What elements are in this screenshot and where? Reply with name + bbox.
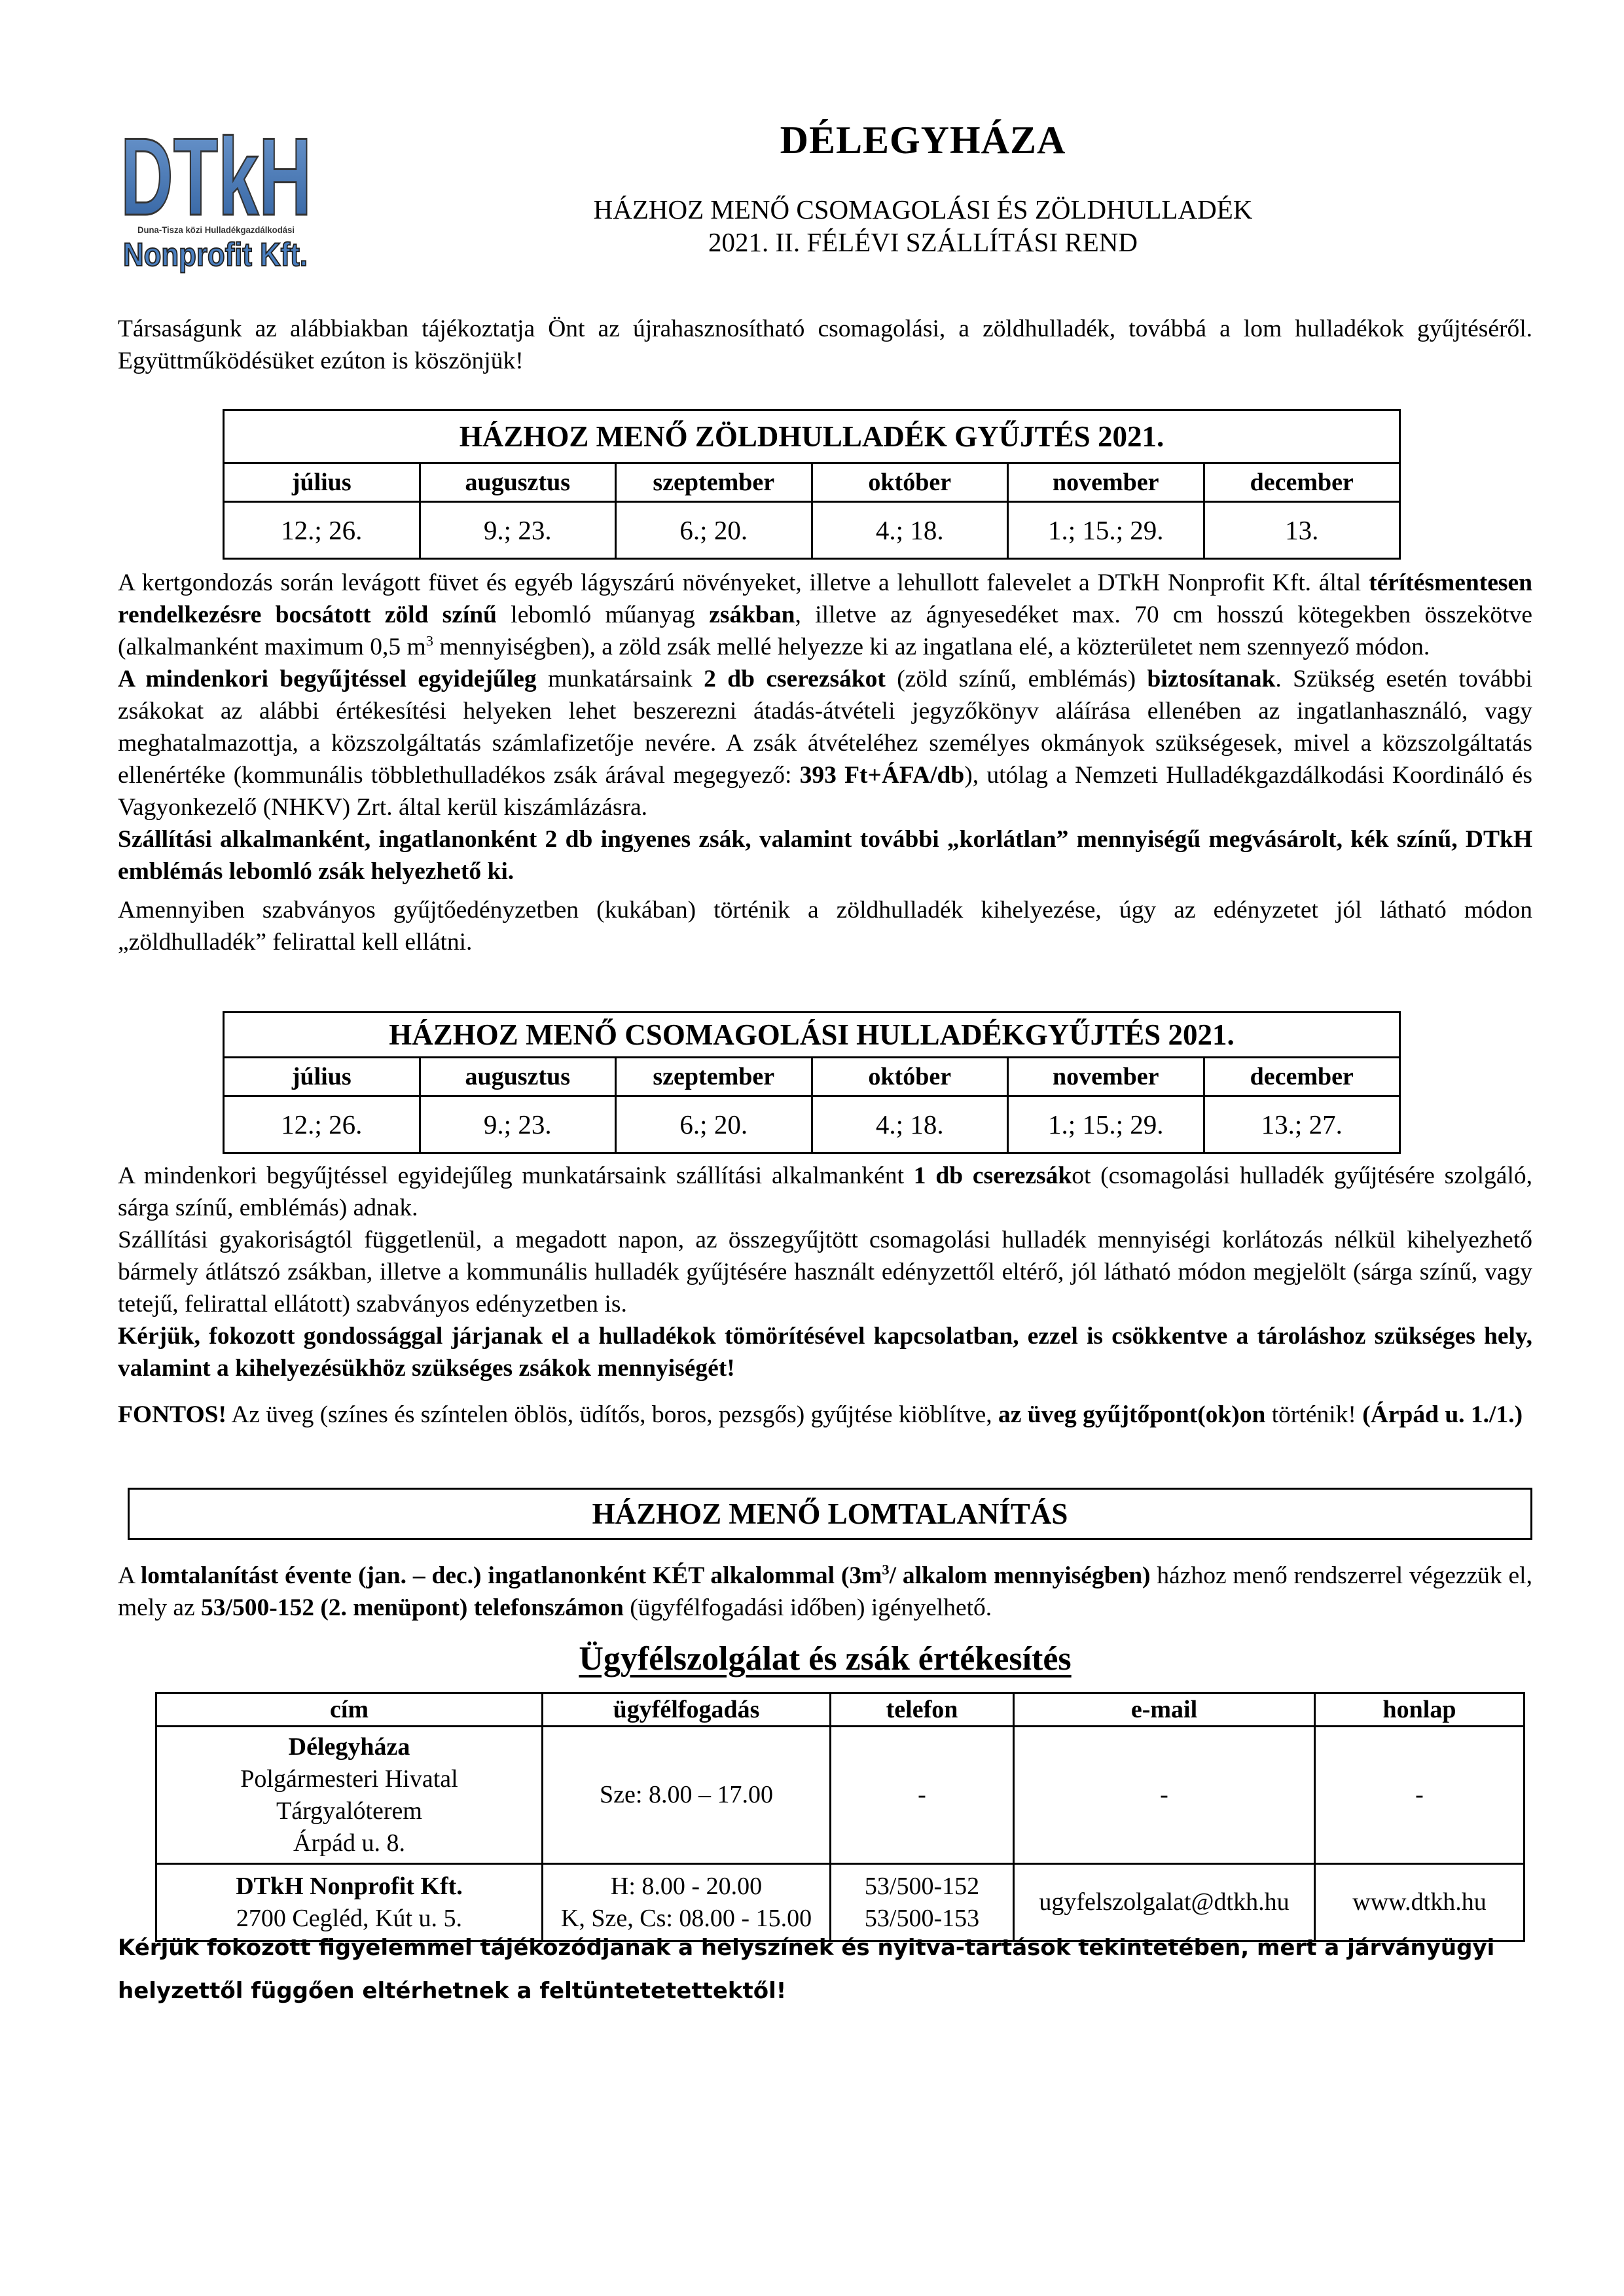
green-dates: 1.; 15.; 29. (1008, 502, 1204, 559)
page-title: DÉLEGYHÁZA (780, 118, 1066, 162)
green-month: október (812, 463, 1008, 502)
footer-note: Kérjük fokozott figyelemmel tájékozódjanak a helyszínek és nyitva-tartások tekintetében, mert a járványügyi helyzettől függően eltérhetnek a feltüntetetettektől! (118, 1935, 1495, 2004)
packaging-schedule-table (223, 1011, 1401, 1154)
green-paragraph-4: Amennyiben szabványos gyűjtőedényzetben (kukában) történik a zöldhulladék kihelyezése, úgy az edényzetet jól látható módon „zöldhulladék” felirattal kell ellátni. (118, 897, 1532, 956)
service-header: telefon (831, 1693, 1014, 1727)
packaging-paragraph-4: FONTOS! Az üveg (színes és színtelen öblös, üdítős, boros, pezsgős) gyűjtése kiöblítve, az üveg gyűjtőpont(ok)on történik! (Árpád u. 1./1.) (118, 1401, 1523, 1428)
packaging-month: december (1204, 1058, 1400, 1096)
service-hours: Sze: 8.00 – 17.00 (543, 1727, 831, 1864)
green-month: augusztus (420, 463, 616, 502)
green-dates: 9.; 23. (420, 502, 616, 559)
packaging-info (118, 1160, 1532, 1431)
service-email: - (1014, 1727, 1315, 1864)
service-address: Délegyháza Polgármesteri Hivatal Tárgyalóterem Árpád u. 8. (156, 1727, 543, 1864)
packaging-month: november (1008, 1058, 1204, 1096)
green-paragraph-1: A kertgondozás során levágott füvet és egyéb lágyszárú növényeket, illetve a lehullott falevelet a DTkH Nonprofit Kft. által térítésmentesen rendelkezésre bocsátott zöld színű lebomló műanyag zsákban, illetve az ágnyesedéket max. 70 cm hosszú kötegekben összekötve (alkalmanként maximum 0,5 $m^3$ mennyiségben), a zöld zsák mellé helyezze ki az ingatlana elé, a közterületet nem szennyező módon. (118, 569, 1532, 660)
service-email-link[interactable]: ugyfelszolgalat@dtkh.hu (1014, 1864, 1315, 1941)
service-web: - (1315, 1727, 1525, 1864)
dtkh-logo-graphic (118, 117, 314, 274)
logo-small-text: Duna-Tisza közi Hulladékgazdálkodási (137, 224, 295, 235)
green-dates: 4.; 18. (812, 502, 1008, 559)
bulky-waste-info (118, 1560, 1532, 1624)
page-subtitle-2: 2021. II. FÉLÉVI SZÁLLÍTÁSI REND (708, 227, 1138, 257)
packaging-dates: 9.; 23. (420, 1096, 616, 1153)
green-dates: 6.; 20. (616, 502, 812, 559)
packaging-dates: 6.; 20. (616, 1096, 812, 1153)
page-subtitle-1: HÁZHOZ MENŐ CSOMAGOLÁSI ÉS ZÖLDHULLADÉK (593, 194, 1253, 224)
green-table-title: HÁZHOZ MENŐ ZÖLDHULLADÉK GYŰJTÉS 2021. (224, 410, 1400, 463)
packaging-dates: 12.; 26. (224, 1096, 420, 1153)
customer-service-table (155, 1692, 1525, 1942)
service-hours: H: 8.00 - 20.00 K, Sze, Cs: 08.00 - 15.00 (543, 1864, 831, 1941)
packaging-dates: 13.; 27. (1204, 1096, 1400, 1153)
green-dates: 12.; 26. (224, 502, 420, 559)
table-row (156, 1727, 1525, 1864)
packaging-dates: 1.; 15.; 29. (1008, 1096, 1204, 1153)
packaging-month: szeptember (616, 1058, 812, 1096)
packaging-month: július (224, 1058, 420, 1096)
packaging-dates: 4.; 18. (812, 1096, 1008, 1153)
dtkh-logo (118, 117, 314, 274)
green-month: július (224, 463, 420, 502)
green-paragraph-3: Szállítási alkalmanként, ingatlanonként 2 db ingyenes zsák, valamint további „korlátlan” mennyiségű megvásárolt, kék színű, DTkH emblémás lebomló zsák helyezhető ki. (118, 826, 1532, 885)
intro-paragraph (118, 313, 1532, 377)
bulky-waste-heading: HÁZHOZ MENŐ LOMTALANÍTÁS (128, 1488, 1532, 1540)
service-phone: - (831, 1727, 1014, 1864)
green-waste-schedule-table (223, 409, 1401, 560)
service-address: DTkH Nonprofit Kft. 2700 Cegléd, Kút u. 5. (156, 1864, 543, 1941)
service-header: ügyfélfogadás (543, 1693, 831, 1727)
bulky-paragraph: A lomtalanítást évente (jan. – dec.) ingatlanonként KÉT alkalommal ($3m^3/$ alkalom mennyiségben) házhoz menő rendszerrel végezzük el, mely az 53/500-152 (2. menüpont) telefonszámon (ügyfélfogadási időben) igényelhető. (118, 1561, 1532, 1621)
logo-letters: DTkH (120, 117, 312, 238)
service-header: honlap (1315, 1693, 1525, 1727)
packaging-table-title: HÁZHOZ MENŐ CSOMAGOLÁSI HULLADÉKGYŰJTÉS 2021. (224, 1013, 1400, 1058)
packaging-month: augusztus (420, 1058, 616, 1096)
service-header: e-mail (1014, 1693, 1315, 1727)
green-month: szeptember (616, 463, 812, 502)
service-header: cím (156, 1693, 543, 1727)
green-paragraph-2: A mindenkori begyűjtéssel egyidejűleg munkatársaink 2 db cserezsákot (zöld színű, emblémás) biztosítanak. Szükség esetén további zsákokat az alábbi értékesítési helyeken lehet beszerezni átadás-átvételi jegyzőkönyv aláírása ellenében az ingatlanhasználó, vagy meghatalmazottja, a közszolgáltatás számlafizetője nevére. A zsák átvételéhez személyes okmányok szükségesek, mivel a közszolgáltatás ellenértéke (kommunális többlethulladékos zsák árával megegyező: 393 Ft+ÁFA/db), utólag a Nemzeti Hulladékgazdálkodási Koordináló és Vagyonkezelő (NHKV) Zrt. által kerül kiszámlázásra. (118, 666, 1533, 821)
service-web-link[interactable]: www.dtkh.hu (1315, 1864, 1525, 1941)
intro-text: Társaságunk az alábbiakban tájékoztatja Önt az újrahasznosítható csomagolási, a zöldhulladék, továbbá a lom hulladékok gyűjtéséről. Együttműködésüket ezúton is köszönjük! (118, 315, 1532, 374)
packaging-paragraph-1: A mindenkori begyűjtéssel egyidejűleg munkatársaink szállítási alkalmanként 1 db cserezsákot (csomagolási hulladék gyűjtésére szolgáló, sárga színű, emblémás) adnak. (118, 1162, 1532, 1221)
packaging-paragraph-3: Kérjük, fokozott gondossággal járjanak el a hulladékok tömörítésével kapcsolatban, ezzel is csökkentve a tároláshoz szükséges hely, valamint a kihelyezésükhöz szükséges zsákok mennyiségét! (118, 1323, 1532, 1382)
green-month: november (1008, 463, 1204, 502)
logo-brand: Nonprofit Kft. (123, 236, 308, 273)
green-waste-info (118, 567, 1532, 958)
packaging-paragraph-2: Szállítási gyakoriságtól függetlenül, a megadott napon, az összegyűjtött csomagolási hulladék mennyiségi korlátozás nélkül kihelyezhető bármely átlátszó zsákban, illetve a kommunális hulladék gyűjtésére használt edényzettől eltérő, jól látható módon megjelölt (sárga színű, vagy tetejű, felirattal ellátott) szabványos edényzetben is. (118, 1227, 1532, 1318)
customer-service-title: Ügyfélszolgálat és zsák értékesítés (579, 1640, 1072, 1677)
green-dates: 13. (1204, 502, 1400, 559)
service-phone: 53/500-152 53/500-153 (831, 1864, 1014, 1941)
packaging-month: október (812, 1058, 1008, 1096)
green-month: december (1204, 463, 1400, 502)
